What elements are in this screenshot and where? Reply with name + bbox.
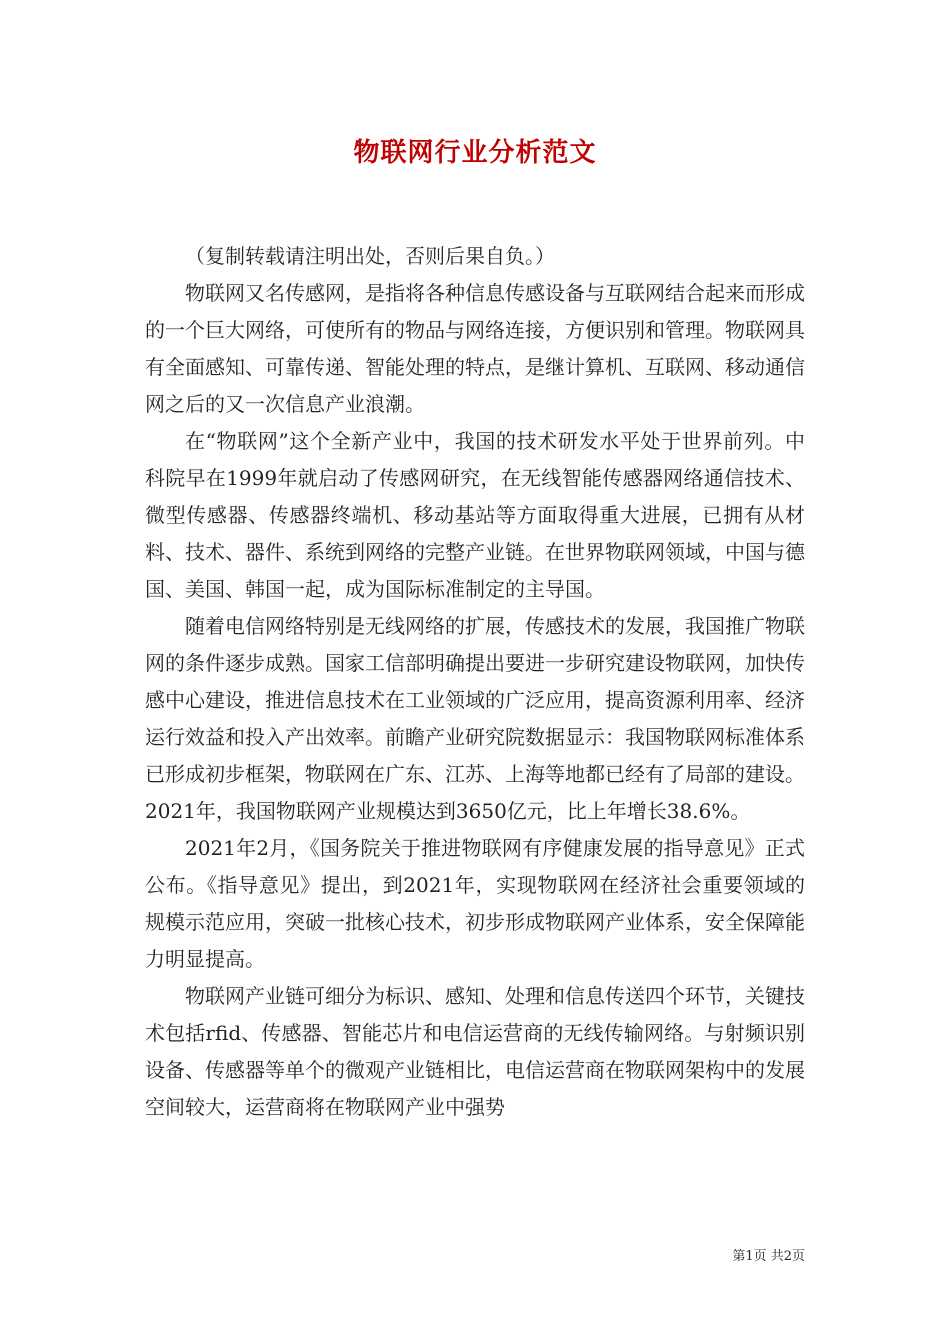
paragraph: 在“物联网”这个全新产业中，我国的技术研发水平处于世界前列。中科院早在1999年就启动了传感网研究，在无线智能传感器网络通信技术、微型传感器、传感器终端机、移动基站等方面取得重大进展，已拥有从材料、技术、器件、系统到网络的完整产业链。在世界物联网领域，中国与德国、美国、韩国一起，成为国际标准制定的主导国。 xyxy=(145,429,805,601)
paragraph: 2021年2月，《国务院关于推进物联网有序健康发展的指导意见》正式公布。《指导意见》提出，到2021年，实现物联网在经济社会重要领域的规模示范应用，突破一批核心技术，初步形成物联网产业体系，安全保障能力明显提高。 xyxy=(145,836,805,971)
paragraph: （复制转载请注明出处，否则后果自负。） xyxy=(185,244,555,268)
page-title: 物联网行业分析范文 xyxy=(353,138,597,168)
paragraph: 物联网产业链可细分为标识、感知、处理和信息传送四个环节，关键技术包括rfid、传感器、智能芯片和电信运营商的无线传输网络。与射频识别设备、传感器等单个的微观产业链相比，电信运营商在物联网架构中的发展空间较大，运营商将在物联网产业中强势 xyxy=(145,984,805,1119)
body-text xyxy=(145,238,805,1126)
paragraph: 物联网又名传感网，是指将各种信息传感设备与互联网结合起来而形成的一个巨大网络，可使所有的物品与网络连接，方便识别和管理。物联网具有全面感知、可靠传递、智能处理的特点，是继计算机、互联网、移动通信网之后的又一次信息产业浪潮。 xyxy=(145,281,805,416)
page-number: 第1页 共2页 xyxy=(732,1249,805,1264)
paragraph: 随着电信网络特别是无线网络的扩展，传感技术的发展，我国推广物联网的条件逐步成熟。国家工信部明确提出要进一步研究建设物联网，加快传感中心建设，推进信息技术在工业领域的广泛应用，提高资源利用率、经济运行效益和投入产出效率。前瞻产业研究院数据显示：我国物联网标准体系已形成初步框架，物联网在广东、江苏、上海等地都已经有了局部的建设。2021年，我国物联网产业规模达到3650亿元，比上年增长38.6%。 xyxy=(145,614,805,823)
